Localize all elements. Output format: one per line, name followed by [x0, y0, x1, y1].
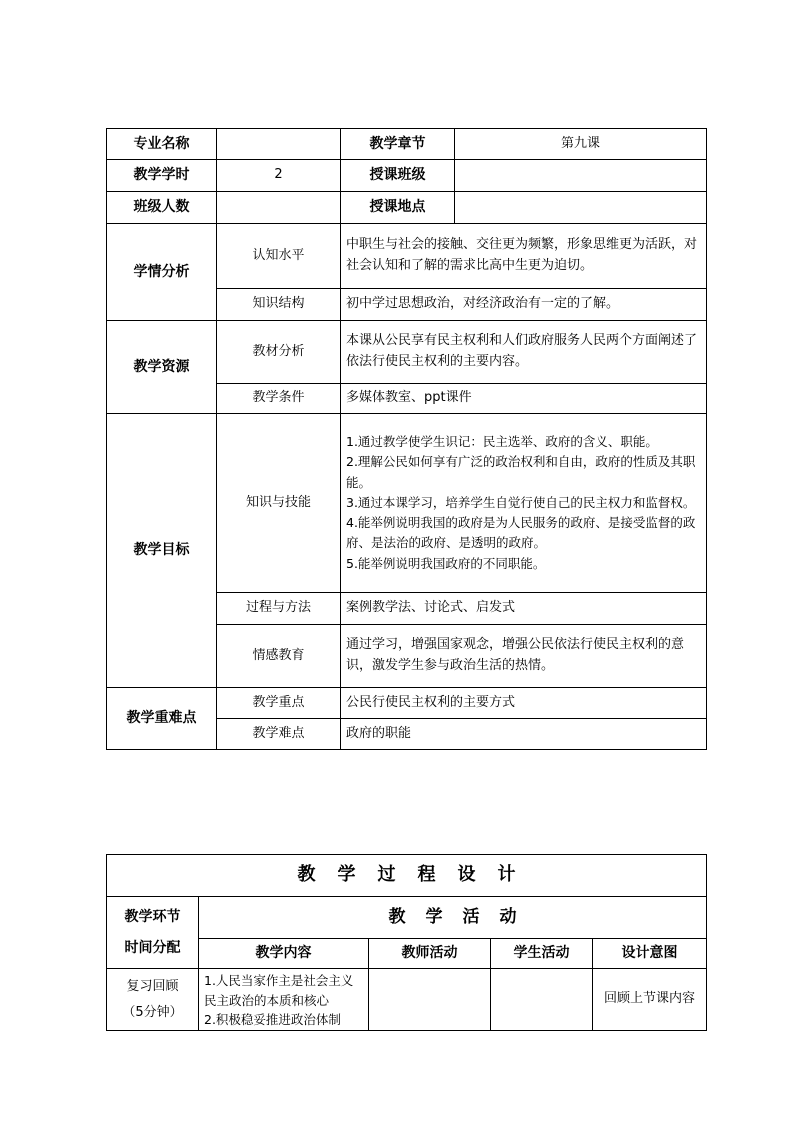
- teaching-process-table: [106, 854, 707, 1031]
- class-label: 授课班级: [341, 160, 455, 192]
- review-stage-time: （5分钟）: [122, 1004, 183, 1020]
- course-info-table: [106, 128, 707, 750]
- column-header-content: 教学内容: [199, 939, 369, 969]
- cognitive-level-label: 认知水平: [217, 224, 341, 289]
- goal-item: 5.能举例说明我国政府的不同职能。: [346, 555, 546, 571]
- column-header-intent: 设计意图: [593, 939, 707, 969]
- textbook-analysis-label: 教材分析: [217, 321, 341, 384]
- teaching-activity-title: 教学活动: [199, 897, 707, 939]
- stage-label: 教学环节: [124, 908, 181, 925]
- teaching-conditions-text: 多媒体教室、ppt课件: [341, 384, 707, 414]
- goal-item: 3.通过本课学习，培养学生自觉行使自己的民主权力和监督权。: [346, 494, 696, 510]
- review-content-cell: [199, 969, 369, 1031]
- stage-time-label: [107, 897, 199, 969]
- student-count-label: 班级人数: [107, 192, 217, 224]
- learner-analysis-label: 学情分析: [107, 224, 217, 321]
- goal-item: 1.通过教学使学生识记：民主选举、政府的含义、职能。: [346, 434, 658, 450]
- chapter-label: 教学章节: [341, 129, 455, 160]
- major-name-label: 专业名称: [107, 129, 217, 160]
- process-design-title: 教学过程设计: [107, 855, 707, 897]
- knowledge-structure-label: 知识结构: [217, 289, 341, 321]
- knowledge-structure-text: 初中学过思想政治，对经济政治有一定的了解。: [341, 289, 707, 321]
- review-stage-cell: [107, 969, 199, 1031]
- teacher-activity-cell: [369, 969, 491, 1031]
- location-value: [455, 192, 707, 224]
- goal-item: 4.能举例说明我国的政府是为人民服务的政府、是接受监督的政府、是法治的政府、是透明的政府。: [346, 515, 696, 551]
- process-method-label: 过程与方法: [217, 593, 341, 625]
- chapter-value: 第九课: [455, 129, 707, 160]
- difficult-point-text: 政府的职能: [341, 719, 707, 750]
- process-method-text: 案例教学法、讨论式、启发式: [341, 593, 707, 625]
- hours-value: 2: [217, 160, 341, 192]
- teaching-goals-label: 教学目标: [107, 414, 217, 688]
- textbook-analysis-text: 本课从公民享有民主权利和人们政府服务人民两个方面阐述了依法行使民主权利的主要内容。: [341, 321, 707, 384]
- column-header-student: 学生活动: [491, 939, 593, 969]
- hours-label: 教学学时: [107, 160, 217, 192]
- difficult-point-label: 教学难点: [217, 719, 341, 750]
- column-header-teacher: 教师活动: [369, 939, 491, 969]
- teaching-conditions-label: 教学条件: [217, 384, 341, 414]
- knowledge-skills-label: 知识与技能: [217, 414, 341, 593]
- design-intent-cell: 回顾上节课内容: [593, 969, 707, 1031]
- emotion-education-text: 通过学习，增强国家观念，增强公民依法行使民主权利的意识，激发学生参与政治生活的热情。: [341, 625, 707, 688]
- location-label: 授课地点: [341, 192, 455, 224]
- class-value: [455, 160, 707, 192]
- time-allocation-label: 时间分配: [124, 939, 181, 956]
- cognitive-level-text: 中职生与社会的接触、交往更为频繁，形象思维更为活跃，对社会认知和了解的需求比高中生更为迫切。: [341, 224, 707, 289]
- key-point-label: 教学重点: [217, 688, 341, 719]
- content-item: 1.人民当家作主是社会主义民主政治的本质和核心: [204, 973, 354, 1008]
- content-item: 2.积极稳妥推进政治体制: [204, 1012, 341, 1027]
- knowledge-skills-list: [341, 414, 707, 593]
- teaching-resources-label: 教学资源: [107, 321, 217, 414]
- goal-item: 2.理解公民如何享有广泛的政治权利和自由，政府的性质及其职能。: [346, 454, 696, 490]
- student-activity-cell: [491, 969, 593, 1031]
- key-point-text: 公民行使民主权利的主要方式: [341, 688, 707, 719]
- student-count-value: [217, 192, 341, 224]
- key-difficult-points-label: 教学重难点: [107, 688, 217, 750]
- review-stage-name: 复习回顾: [126, 978, 179, 994]
- major-name-value: [217, 129, 341, 160]
- emotion-education-label: 情感教育: [217, 625, 341, 688]
